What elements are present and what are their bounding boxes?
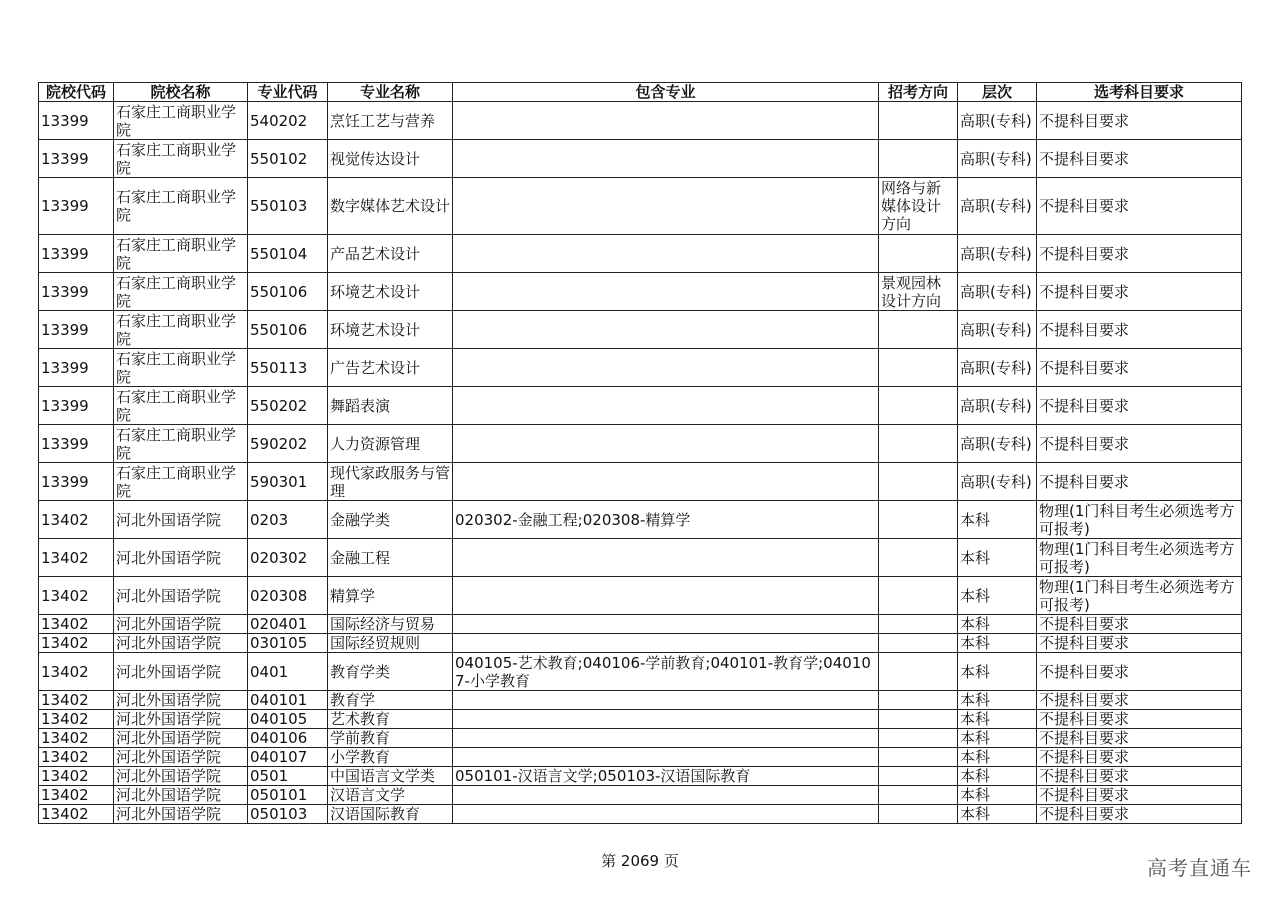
cell-major-code: 050103 xyxy=(248,805,328,824)
cell-subject-requirement: 不提科目要求 xyxy=(1037,387,1242,425)
cell-subject-requirement: 不提科目要求 xyxy=(1037,634,1242,653)
cell-included-majors xyxy=(453,102,879,140)
cell-school-name: 石家庄工商职业学院 xyxy=(114,140,248,178)
cell-level: 本科 xyxy=(958,577,1037,615)
cell-direction xyxy=(879,691,958,710)
cell-included-majors xyxy=(453,634,879,653)
cell-direction xyxy=(879,653,958,691)
cell-direction xyxy=(879,805,958,824)
cell-level: 高职(专科) xyxy=(958,463,1037,501)
table-row xyxy=(39,653,1242,691)
cell-major-code: 590301 xyxy=(248,463,328,501)
cell-school-name: 石家庄工商职业学院 xyxy=(114,425,248,463)
header-subject-requirement: 选考科目要求 xyxy=(1037,83,1242,102)
cell-school-name: 石家庄工商职业学院 xyxy=(114,463,248,501)
table-row xyxy=(39,501,1242,539)
cell-subject-requirement: 不提科目要求 xyxy=(1037,767,1242,786)
cell-included-majors xyxy=(453,311,879,349)
cell-school-code: 13402 xyxy=(39,577,114,615)
cell-direction xyxy=(879,349,958,387)
cell-subject-requirement: 不提科目要求 xyxy=(1037,729,1242,748)
cell-direction: 景观园林设计方向 xyxy=(879,273,958,311)
cell-school-code: 13399 xyxy=(39,311,114,349)
cell-school-name: 石家庄工商职业学院 xyxy=(114,102,248,140)
cell-major-code: 550106 xyxy=(248,311,328,349)
cell-major-code: 0401 xyxy=(248,653,328,691)
cell-level: 高职(专科) xyxy=(958,311,1037,349)
cell-major-code: 0501 xyxy=(248,767,328,786)
cell-subject-requirement: 不提科目要求 xyxy=(1037,653,1242,691)
cell-level: 本科 xyxy=(958,786,1037,805)
cell-level: 本科 xyxy=(958,729,1037,748)
cell-major-name: 人力资源管理 xyxy=(328,425,453,463)
cell-direction xyxy=(879,425,958,463)
cell-subject-requirement: 不提科目要求 xyxy=(1037,710,1242,729)
cell-included-majors xyxy=(453,691,879,710)
cell-included-majors xyxy=(453,273,879,311)
cell-level: 本科 xyxy=(958,653,1037,691)
cell-direction xyxy=(879,786,958,805)
cell-major-name: 国际经济与贸易 xyxy=(328,615,453,634)
cell-subject-requirement: 不提科目要求 xyxy=(1037,235,1242,273)
cell-included-majors xyxy=(453,710,879,729)
cell-major-code: 020401 xyxy=(248,615,328,634)
cell-level: 高职(专科) xyxy=(958,102,1037,140)
cell-included-majors xyxy=(453,387,879,425)
cell-major-name: 烹饪工艺与营养 xyxy=(328,102,453,140)
cell-school-code: 13399 xyxy=(39,178,114,235)
cell-school-code: 13402 xyxy=(39,805,114,824)
table-row xyxy=(39,140,1242,178)
watermark-text: 高考直通车 xyxy=(1147,856,1252,880)
header-major-code: 专业代码 xyxy=(248,83,328,102)
header-school-name: 院校名称 xyxy=(114,83,248,102)
cell-school-code: 13399 xyxy=(39,235,114,273)
cell-subject-requirement: 不提科目要求 xyxy=(1037,349,1242,387)
cell-major-code: 550104 xyxy=(248,235,328,273)
cell-level: 高职(专科) xyxy=(958,387,1037,425)
cell-major-code: 540202 xyxy=(248,102,328,140)
header-school-code: 院校代码 xyxy=(39,83,114,102)
cell-school-name: 河北外国语学院 xyxy=(114,805,248,824)
cell-major-name: 汉语言文学 xyxy=(328,786,453,805)
cell-school-name: 石家庄工商职业学院 xyxy=(114,273,248,311)
cell-major-code: 550103 xyxy=(248,178,328,235)
table-row xyxy=(39,102,1242,140)
cell-school-code: 13402 xyxy=(39,729,114,748)
cell-major-code: 550106 xyxy=(248,273,328,311)
table-row xyxy=(39,178,1242,235)
table-row xyxy=(39,235,1242,273)
cell-school-name: 河北外国语学院 xyxy=(114,729,248,748)
cell-school-name: 河北外国语学院 xyxy=(114,710,248,729)
cell-subject-requirement: 不提科目要求 xyxy=(1037,691,1242,710)
cell-major-name: 广告艺术设计 xyxy=(328,349,453,387)
cell-major-name: 舞蹈表演 xyxy=(328,387,453,425)
header-included-majors: 包含专业 xyxy=(453,83,879,102)
cell-major-name: 国际经贸规则 xyxy=(328,634,453,653)
table-row xyxy=(39,710,1242,729)
cell-included-majors xyxy=(453,349,879,387)
cell-school-name: 河北外国语学院 xyxy=(114,577,248,615)
cell-school-name: 河北外国语学院 xyxy=(114,539,248,577)
table-row xyxy=(39,311,1242,349)
cell-school-name: 河北外国语学院 xyxy=(114,786,248,805)
cell-level: 本科 xyxy=(958,615,1037,634)
cell-school-name: 石家庄工商职业学院 xyxy=(114,387,248,425)
cell-level: 高职(专科) xyxy=(958,349,1037,387)
table-row xyxy=(39,634,1242,653)
cell-major-name: 视觉传达设计 xyxy=(328,140,453,178)
cell-major-code: 020302 xyxy=(248,539,328,577)
cell-included-majors xyxy=(453,729,879,748)
cell-school-name: 河北外国语学院 xyxy=(114,748,248,767)
cell-major-name: 环境艺术设计 xyxy=(328,311,453,349)
cell-subject-requirement: 不提科目要求 xyxy=(1037,140,1242,178)
table-row xyxy=(39,463,1242,501)
header-major-name: 专业名称 xyxy=(328,83,453,102)
cell-school-code: 13399 xyxy=(39,387,114,425)
cell-level: 本科 xyxy=(958,805,1037,824)
cell-major-name: 金融学类 xyxy=(328,501,453,539)
cell-school-code: 13402 xyxy=(39,501,114,539)
cell-school-code: 13402 xyxy=(39,786,114,805)
cell-major-code: 030105 xyxy=(248,634,328,653)
cell-major-name: 环境艺术设计 xyxy=(328,273,453,311)
cell-subject-requirement: 不提科目要求 xyxy=(1037,615,1242,634)
table-row xyxy=(39,577,1242,615)
cell-major-code: 550202 xyxy=(248,387,328,425)
cell-included-majors xyxy=(453,178,879,235)
cell-level: 高职(专科) xyxy=(958,425,1037,463)
cell-major-name: 学前教育 xyxy=(328,729,453,748)
cell-school-name: 河北外国语学院 xyxy=(114,653,248,691)
cell-school-name: 石家庄工商职业学院 xyxy=(114,311,248,349)
cell-included-majors xyxy=(453,615,879,634)
cell-included-majors: 020302-金融工程;020308-精算学 xyxy=(453,501,879,539)
cell-subject-requirement: 物理(1门科目考生必须选考方可报考) xyxy=(1037,539,1242,577)
cell-school-name: 石家庄工商职业学院 xyxy=(114,235,248,273)
table-row xyxy=(39,425,1242,463)
cell-school-code: 13402 xyxy=(39,710,114,729)
cell-school-code: 13402 xyxy=(39,539,114,577)
table-row xyxy=(39,691,1242,710)
cell-school-name: 河北外国语学院 xyxy=(114,691,248,710)
cell-school-name: 河北外国语学院 xyxy=(114,767,248,786)
cell-included-majors xyxy=(453,463,879,501)
cell-included-majors xyxy=(453,425,879,463)
cell-major-code: 0203 xyxy=(248,501,328,539)
cell-major-name: 金融工程 xyxy=(328,539,453,577)
cell-direction xyxy=(879,539,958,577)
table-body xyxy=(39,102,1242,824)
cell-major-code: 590202 xyxy=(248,425,328,463)
cell-direction xyxy=(879,140,958,178)
admissions-table xyxy=(38,82,1242,824)
cell-major-name: 小学教育 xyxy=(328,748,453,767)
cell-major-name: 数字媒体艺术设计 xyxy=(328,178,453,235)
cell-direction xyxy=(879,102,958,140)
table-row xyxy=(39,748,1242,767)
cell-level: 高职(专科) xyxy=(958,140,1037,178)
cell-level: 本科 xyxy=(958,634,1037,653)
cell-subject-requirement: 不提科目要求 xyxy=(1037,463,1242,501)
cell-level: 本科 xyxy=(958,748,1037,767)
cell-major-code: 020308 xyxy=(248,577,328,615)
cell-school-code: 13399 xyxy=(39,425,114,463)
cell-direction xyxy=(879,387,958,425)
cell-level: 高职(专科) xyxy=(958,273,1037,311)
cell-major-name: 产品艺术设计 xyxy=(328,235,453,273)
cell-direction xyxy=(879,634,958,653)
cell-major-name: 中国语言文学类 xyxy=(328,767,453,786)
cell-school-name: 石家庄工商职业学院 xyxy=(114,349,248,387)
cell-subject-requirement: 不提科目要求 xyxy=(1037,805,1242,824)
cell-subject-requirement: 不提科目要求 xyxy=(1037,178,1242,235)
table-row xyxy=(39,273,1242,311)
cell-school-code: 13402 xyxy=(39,767,114,786)
cell-subject-requirement: 不提科目要求 xyxy=(1037,102,1242,140)
table-header-row xyxy=(39,83,1242,102)
cell-level: 本科 xyxy=(958,710,1037,729)
header-direction: 招考方向 xyxy=(879,83,958,102)
cell-major-code: 550113 xyxy=(248,349,328,387)
cell-level: 本科 xyxy=(958,691,1037,710)
cell-school-code: 13402 xyxy=(39,748,114,767)
cell-included-majors xyxy=(453,539,879,577)
cell-major-code: 050101 xyxy=(248,786,328,805)
cell-school-name: 河北外国语学院 xyxy=(114,615,248,634)
cell-school-code: 13402 xyxy=(39,653,114,691)
cell-subject-requirement: 不提科目要求 xyxy=(1037,425,1242,463)
cell-included-majors: 040105-艺术教育;040106-学前教育;040101-教育学;040107-小学教育 xyxy=(453,653,879,691)
cell-school-name: 河北外国语学院 xyxy=(114,501,248,539)
cell-direction xyxy=(879,710,958,729)
cell-major-name: 现代家政服务与管理 xyxy=(328,463,453,501)
table-row xyxy=(39,615,1242,634)
cell-subject-requirement: 不提科目要求 xyxy=(1037,311,1242,349)
cell-direction xyxy=(879,729,958,748)
cell-school-code: 13399 xyxy=(39,102,114,140)
cell-school-code: 13402 xyxy=(39,691,114,710)
cell-major-code: 040101 xyxy=(248,691,328,710)
cell-subject-requirement: 物理(1门科目考生必须选考方可报考) xyxy=(1037,577,1242,615)
cell-direction xyxy=(879,615,958,634)
cell-subject-requirement: 不提科目要求 xyxy=(1037,273,1242,311)
page-number: 第 2069 页 xyxy=(601,852,679,870)
cell-level: 本科 xyxy=(958,501,1037,539)
cell-major-name: 教育学 xyxy=(328,691,453,710)
cell-school-name: 石家庄工商职业学院 xyxy=(114,178,248,235)
cell-major-name: 教育学类 xyxy=(328,653,453,691)
cell-included-majors xyxy=(453,786,879,805)
cell-level: 本科 xyxy=(958,767,1037,786)
cell-major-code: 040105 xyxy=(248,710,328,729)
cell-direction: 网络与新媒体设计方向 xyxy=(879,178,958,235)
table-row xyxy=(39,387,1242,425)
cell-school-code: 13399 xyxy=(39,140,114,178)
cell-direction xyxy=(879,463,958,501)
cell-subject-requirement: 不提科目要求 xyxy=(1037,786,1242,805)
cell-school-code: 13399 xyxy=(39,463,114,501)
cell-included-majors xyxy=(453,577,879,615)
cell-direction xyxy=(879,577,958,615)
cell-direction xyxy=(879,501,958,539)
cell-included-majors xyxy=(453,140,879,178)
cell-included-majors: 050101-汉语言文学;050103-汉语国际教育 xyxy=(453,767,879,786)
table-row xyxy=(39,729,1242,748)
cell-level: 本科 xyxy=(958,539,1037,577)
table-row xyxy=(39,349,1242,387)
table-row xyxy=(39,767,1242,786)
cell-major-name: 精算学 xyxy=(328,577,453,615)
cell-school-code: 13399 xyxy=(39,273,114,311)
table-row xyxy=(39,786,1242,805)
cell-level: 高职(专科) xyxy=(958,178,1037,235)
cell-level: 高职(专科) xyxy=(958,235,1037,273)
cell-direction xyxy=(879,311,958,349)
table-row xyxy=(39,805,1242,824)
cell-subject-requirement: 物理(1门科目考生必须选考方可报考) xyxy=(1037,501,1242,539)
table-row xyxy=(39,539,1242,577)
cell-included-majors xyxy=(453,748,879,767)
cell-major-code: 040107 xyxy=(248,748,328,767)
cell-school-name: 河北外国语学院 xyxy=(114,634,248,653)
cell-school-code: 13402 xyxy=(39,634,114,653)
cell-major-name: 汉语国际教育 xyxy=(328,805,453,824)
cell-direction xyxy=(879,767,958,786)
cell-major-code: 550102 xyxy=(248,140,328,178)
cell-major-name: 艺术教育 xyxy=(328,710,453,729)
cell-direction xyxy=(879,748,958,767)
cell-school-code: 13402 xyxy=(39,615,114,634)
cell-school-code: 13399 xyxy=(39,349,114,387)
cell-included-majors xyxy=(453,805,879,824)
cell-major-code: 040106 xyxy=(248,729,328,748)
cell-direction xyxy=(879,235,958,273)
header-level: 层次 xyxy=(958,83,1037,102)
cell-subject-requirement: 不提科目要求 xyxy=(1037,748,1242,767)
cell-included-majors xyxy=(453,235,879,273)
